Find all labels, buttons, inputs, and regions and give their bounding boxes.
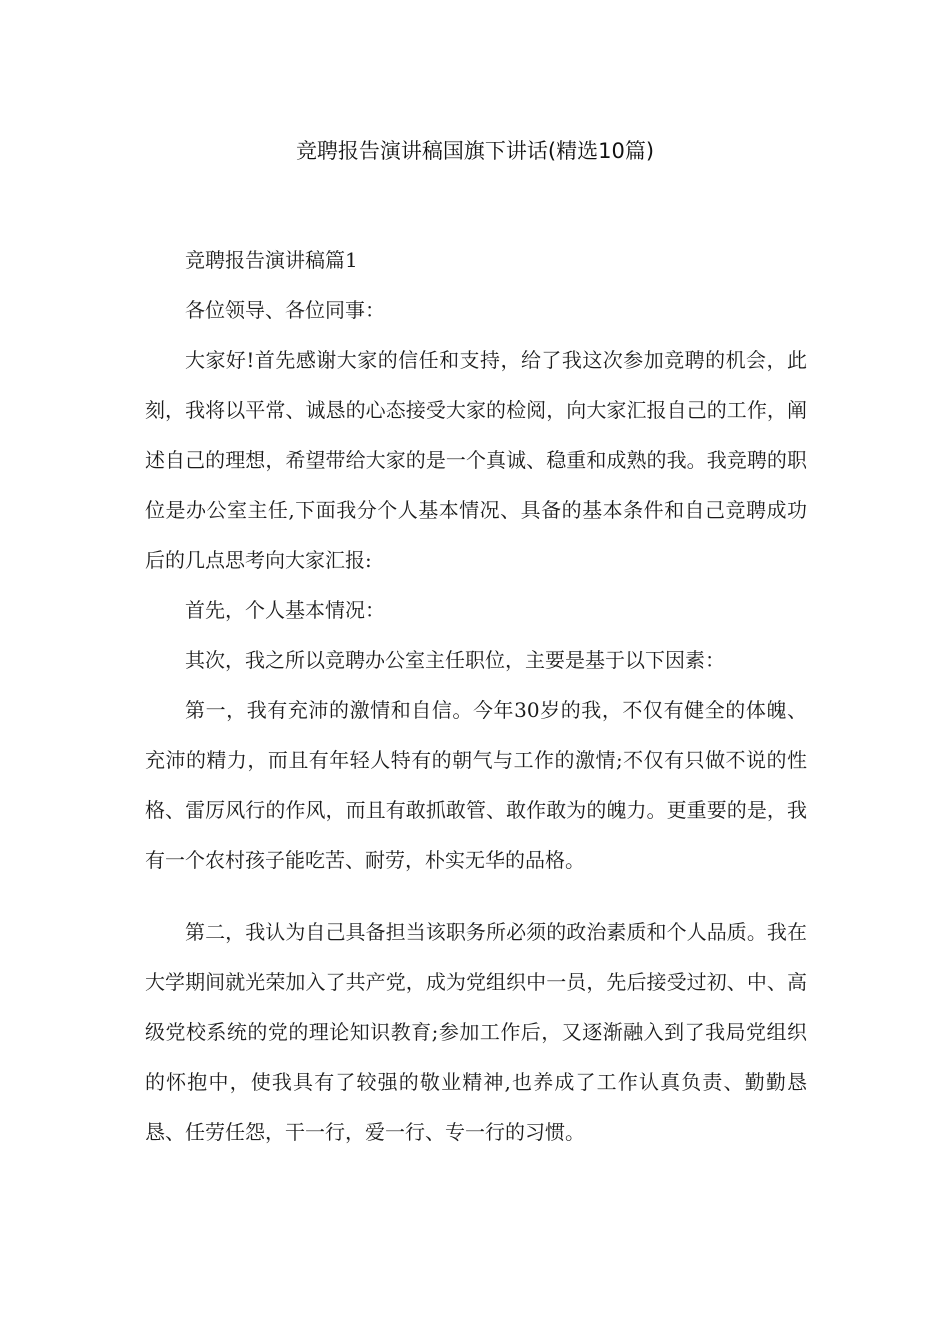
- paragraph-intro: 大家好!首先感谢大家的信任和支持，给了我这次参加竞聘的机会，此刻，我将以平常、诚恳的心态接受大家的检阅，向大家汇报自己的工作，阐述自己的理想，希望带给大家的是一个真诚、稳重和成熟的我。我竞聘的职位是办公室主任,下面我分个人基本情况、具备的基本条件和自己竞聘成功后的几点思考向大家汇报:: [145, 348, 807, 572]
- document-title: 竞聘报告演讲稿国旗下讲话(精选10篇): [295, 139, 655, 163]
- paragraph-personal-info: 首先，个人基本情况：: [185, 598, 385, 622]
- document-body: [145, 235, 807, 1157]
- section-heading: 竞聘报告演讲稿篇1: [185, 248, 358, 272]
- salutation: 各位领导、各位同事：: [185, 298, 385, 322]
- paragraph-reasons: 其次，我之所以竞聘办公室主任职位，主要是基于以下因素：: [185, 648, 725, 672]
- paragraph-first-point: 第一，我有充沛的激情和自信。今年30岁的我，不仅有健全的体魄、充沛的精力，而且有年轻人特有的朝气与工作的激情;不仅有只做不说的性格、雷厉风行的作风，而且有敢抓敢管、敢作敢为的魄力。更重要的是，我有一个农村孩子能吃苦、耐劳，朴实无华的品格。: [145, 698, 807, 872]
- paragraph-second-point: 第二，我认为自己具备担当该职务所必须的政治素质和个人品质。我在大学期间就光荣加入了共产党，成为党组织中一员，先后接受过初、中、高级党校系统的党的理论知识教育;参加工作后，又逐渐融入到了我局党组织的怀抱中，使我具有了较强的敬业精神,也养成了工作认真负责、勤勤恳恳、任劳任怨，干一行，爱一行、专一行的习惯。: [145, 920, 807, 1144]
